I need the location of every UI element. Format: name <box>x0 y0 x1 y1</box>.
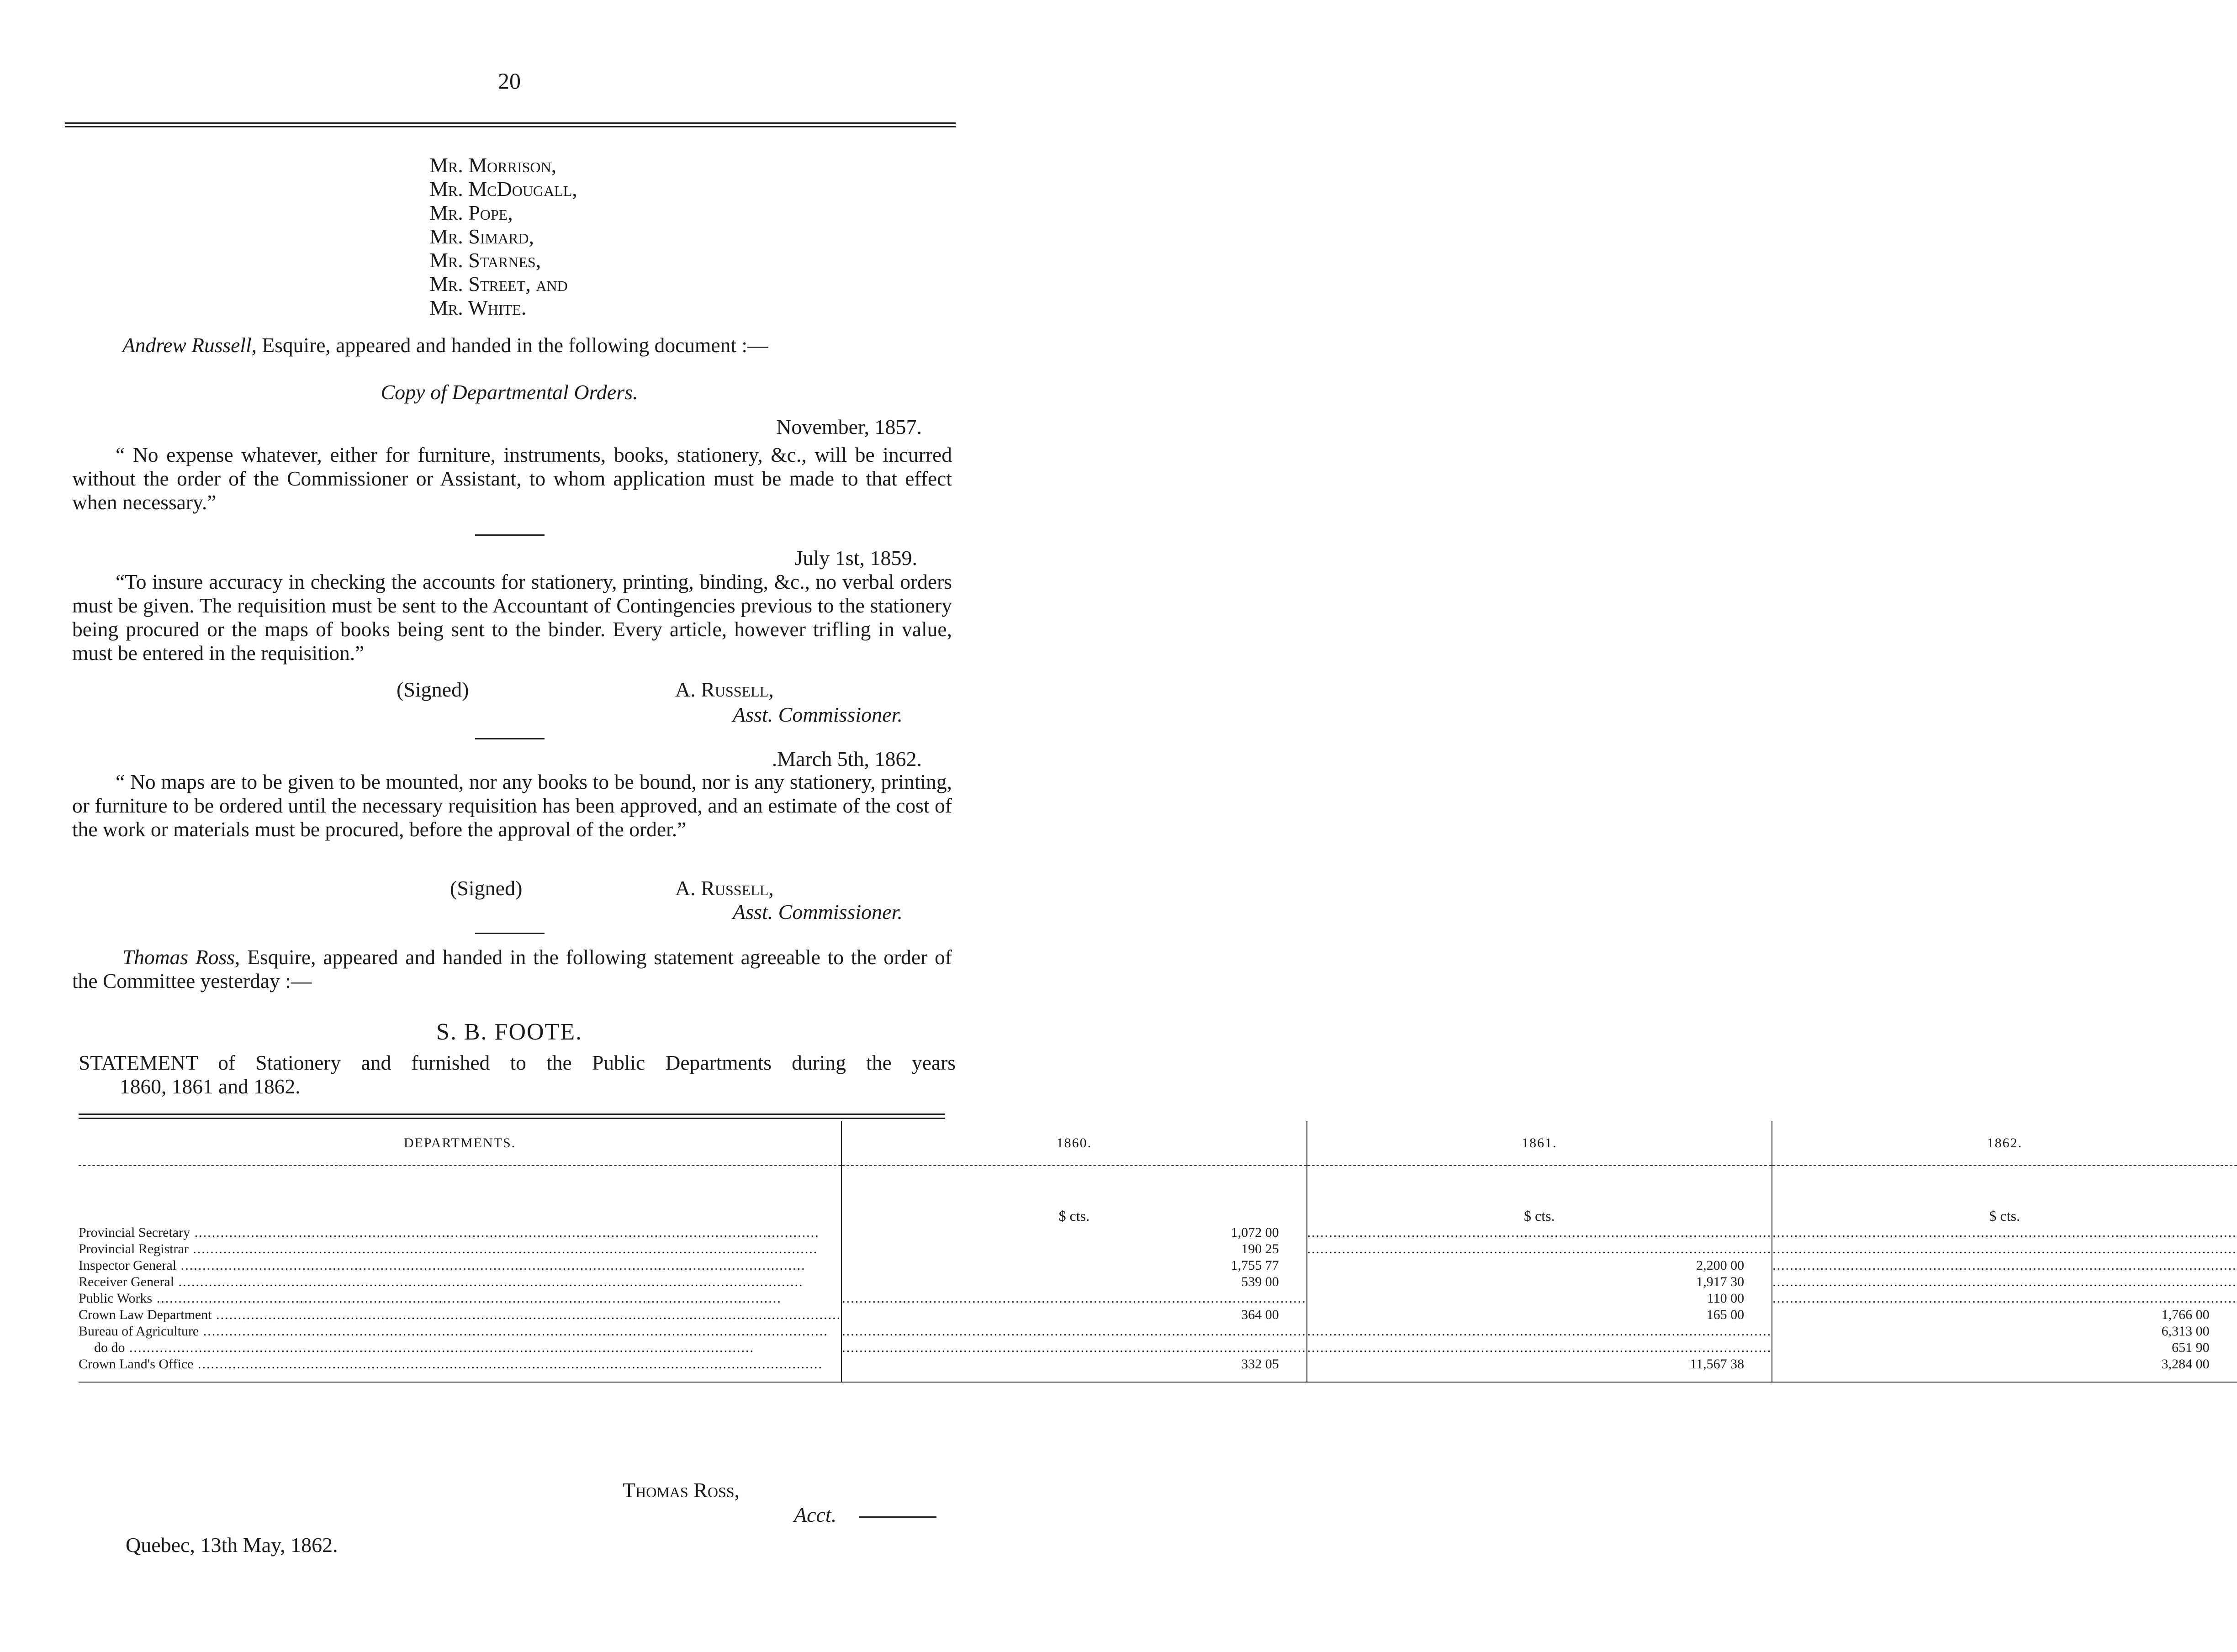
value-1860-empty <box>842 1323 1306 1340</box>
signature-dash <box>859 1516 936 1518</box>
statement-title: STATEMENT of Stationery and furnished to the Public Departments during the years <box>79 1051 956 1074</box>
signed-label: (Signed) <box>450 876 523 900</box>
column-header-departments: DEPARTMENTS. <box>403 1135 516 1151</box>
table-row <box>79 1307 2237 1323</box>
column-header-1860: 1860. <box>841 1121 1307 1166</box>
value-1861-empty <box>1307 1323 1772 1340</box>
member-name: Mr. Morrison, <box>429 153 557 177</box>
member-name: Mr. Street, and <box>429 272 568 296</box>
department-name: Public Works ..... <box>79 1290 841 1307</box>
value-1860: 1,755 77 <box>841 1257 1307 1274</box>
value-1862-empty <box>1772 1274 2237 1290</box>
russell-intro-text: Esquire, appeared and handed in the following document :— <box>257 333 768 357</box>
value-1861: 110 00 <box>1307 1290 1772 1307</box>
ross-intro-text: Esquire, appeared and handed in the following statement agreeable to the order of the Committee yesterday :— <box>72 945 952 992</box>
order-date: July 1st, 1859. <box>794 546 917 570</box>
value-1860: 1,072 00 <box>841 1224 1307 1241</box>
order-text <box>72 570 952 665</box>
order-text <box>72 770 952 841</box>
value-1861-empty <box>1307 1340 1772 1356</box>
section-divider <box>475 933 545 934</box>
table-top-rule <box>79 1114 945 1119</box>
value-1862: 651 90 <box>1772 1340 2237 1356</box>
value-1862-empty <box>1772 1257 2237 1274</box>
member-name: Mr. Pope, <box>429 201 513 224</box>
statement-years: 1860, 1861 and 1862. <box>120 1075 301 1098</box>
value-1861-empty <box>1307 1241 1772 1257</box>
place-date: Quebec, 13th May, 1862. <box>126 1533 338 1557</box>
value-1862: 1,766 00 <box>1772 1307 2237 1323</box>
table-row <box>79 1257 2237 1274</box>
department-name: Crown Land's Office ..... <box>79 1356 841 1372</box>
value-1860: 190 25 <box>841 1241 1307 1257</box>
orders-heading: Copy of Departmental Orders. <box>381 380 638 404</box>
signature-title: Acct. <box>794 1503 837 1526</box>
order-date: .March 5th, 1862. <box>772 747 922 771</box>
russell-intro <box>72 333 952 357</box>
order-paragraph: “ No maps are to be given to be mounted, nor any books to be bound, nor is any stationery, printing, or furniture to be ordered until the necessary requisition has been approved, and an estimate of the cost of the work or materials must be procured, before the approval of the order.” <box>72 770 952 841</box>
column-header-1862: 1862. <box>1772 1121 2237 1166</box>
table-row <box>79 1241 2237 1257</box>
department-name: Provincial Registrar ..... <box>79 1241 841 1257</box>
value-1860: 332 05 <box>841 1356 1307 1372</box>
member-name: Mr. McDougall, <box>429 177 577 201</box>
unit-label: $ cts. <box>1772 1166 2237 1224</box>
signature-name: Thomas Ross, <box>623 1478 740 1502</box>
value-1860: 539 00 <box>841 1274 1307 1290</box>
value-1861: 11,567 38 <box>1307 1356 1772 1372</box>
table-row <box>79 1323 2237 1340</box>
signer-title: Asst. Commissioner. <box>733 900 903 924</box>
member-name: Mr. Simard, <box>429 225 534 248</box>
section-divider <box>475 534 545 536</box>
ross-name: Thomas Ross, <box>122 945 240 969</box>
order-date: November, 1857. <box>776 415 922 438</box>
table-row <box>79 1340 2237 1356</box>
department-name: Crown Law Department ..... <box>79 1307 841 1323</box>
value-1861: 2,200 00 <box>1307 1257 1772 1274</box>
value-1862: 6,313 00 <box>1772 1323 2237 1340</box>
value-1861: 165 00 <box>1307 1307 1772 1323</box>
table-row <box>79 1274 2237 1290</box>
order-paragraph: “To insure accuracy in checking the accounts for stationery, printing, binding, &c., no verbal orders must be given. The requisition must be sent to the Accountant of Contingencies previous to the stationery being procured or the maps of books being sent to the binder. Every article, however trifling in value, must be entered in the requisition.” <box>72 570 952 665</box>
table-row <box>79 1224 2237 1241</box>
column-header-1861: 1861. <box>1307 1121 1772 1166</box>
page-number: 20 <box>498 68 521 94</box>
value-1862-empty <box>1772 1224 2237 1241</box>
value-1861-empty <box>1307 1224 1772 1241</box>
order-paragraph: “ No expense whatever, either for furniture, instruments, books, stationery, &c., will be incurred without the order of the Commissioner or Assistant, to whom application must be made to that effect when necessary.” <box>72 443 952 514</box>
department-name: Receiver General ..... <box>79 1274 841 1290</box>
unit-label: $ cts. <box>841 1166 1307 1224</box>
department-name: Provincial Secretary ..... <box>79 1224 841 1241</box>
unit-label: $ cts. <box>1307 1166 1772 1224</box>
table-row <box>79 1290 2237 1307</box>
department-name: Inspector General ..... <box>79 1257 841 1274</box>
department-name: do do ..... <box>79 1340 841 1356</box>
header-double-rule <box>65 122 956 127</box>
russell-name: Andrew Russell, <box>122 333 257 357</box>
order-text <box>72 443 952 514</box>
section-divider <box>475 738 545 739</box>
member-name: Mr. White. <box>429 296 527 319</box>
signer-name: A. Russell, <box>675 876 774 900</box>
signer-title: Asst. Commissioner. <box>733 703 903 726</box>
value-1860-empty <box>842 1340 1306 1356</box>
signer-name: A. Russell, <box>675 678 774 701</box>
department-name: Bureau of Agriculture ..... <box>79 1323 841 1340</box>
statement-table <box>79 1121 2237 1383</box>
signed-label: (Signed) <box>397 678 469 701</box>
value-1861: 1,917 30 <box>1307 1274 1772 1290</box>
ross-intro <box>72 945 952 993</box>
table-bottom-rule <box>79 1372 2237 1382</box>
value-1862-empty <box>1772 1241 2237 1257</box>
member-name: Mr. Starnes, <box>429 248 541 272</box>
table-row <box>79 1356 2237 1372</box>
value-1860-empty <box>842 1290 1306 1307</box>
value-1862-empty <box>1772 1290 2237 1307</box>
value-1862: 3,284 00 <box>1772 1356 2237 1372</box>
value-1860: 364 00 <box>841 1307 1307 1323</box>
units-row <box>79 1166 2237 1224</box>
statement-heading: S. B. FOOTE. <box>436 1019 583 1045</box>
table-header-row <box>79 1121 2237 1166</box>
